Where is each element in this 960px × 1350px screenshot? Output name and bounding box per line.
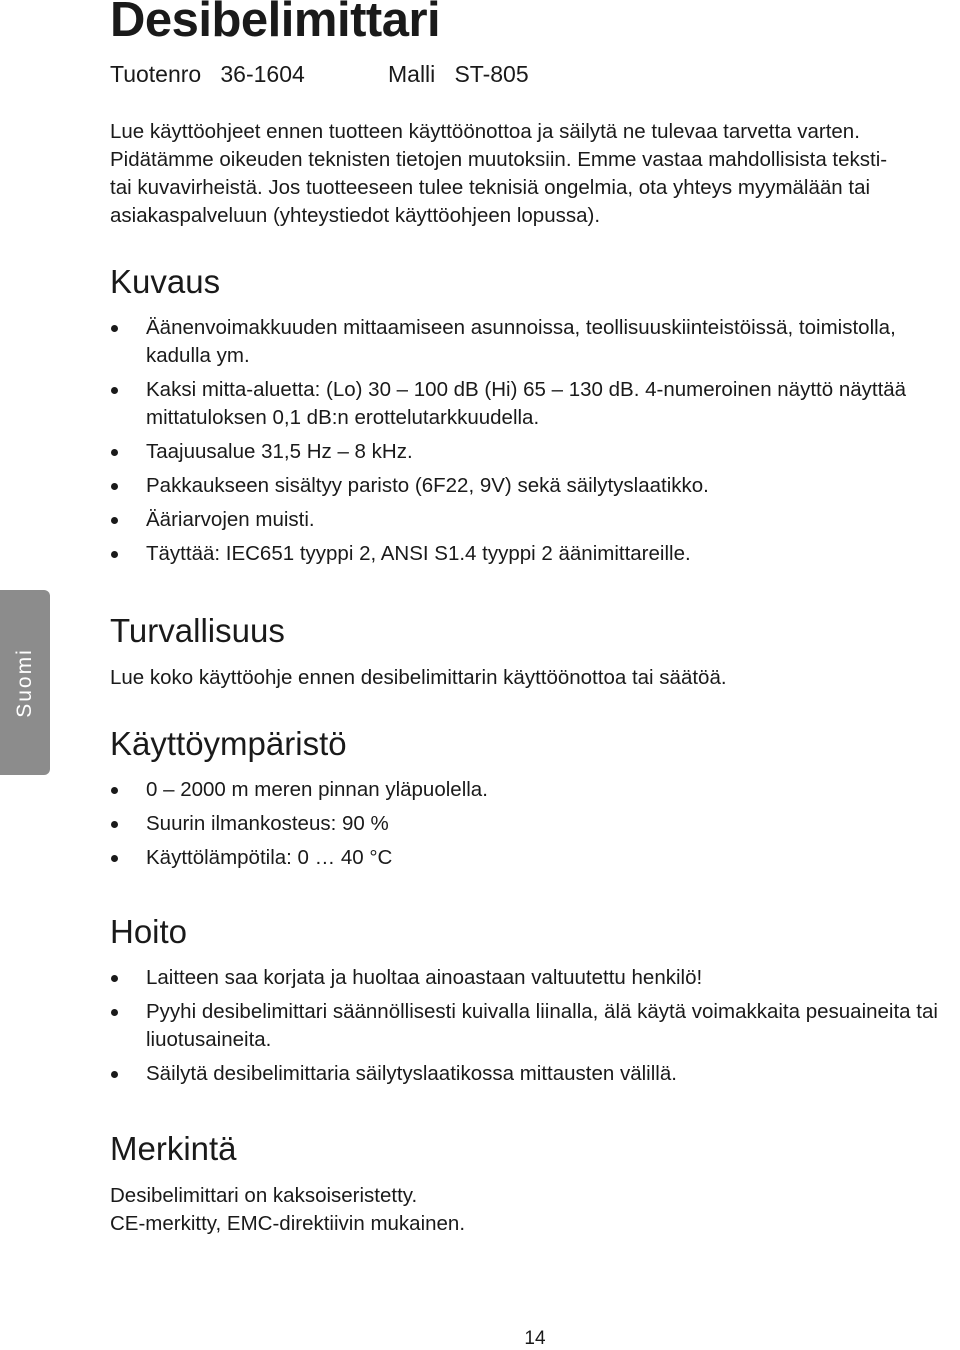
list-item: 0 – 2000 m meren pinnan yläpuolella. [110,776,960,804]
list-item: Äänenvoimakkuuden mittaamiseen asunnoissa, teollisuuskiinteistöissä, toimistolla, kadulla ym. [110,314,960,370]
page-title: Desibelimittari [110,0,441,47]
heading-kuvaus: Kuvaus [110,263,221,300]
heading-hoito: Hoito [110,913,188,950]
list-item: Pyyhi desibelimittari säännöllisesti kuivalla liinalla, älä käytä voimakkaita pesuaineita tai liuotusaineita. [110,998,960,1054]
heading-kayttoymparisto: Käyttöympäristö [110,725,347,762]
language-tab [0,590,50,775]
turvallisuus-text: Lue koko käyttöohje ennen desibelimittarin käyttöönottoa tai säätöä. [110,666,727,689]
merkinta-text [110,1182,955,1238]
list-item: Taajuusalue 31,5 Hz – 8 kHz. [110,438,960,466]
product-number-value: 36-1604 [220,61,305,87]
page-number: 14 [524,1328,546,1349]
kayttoymparisto-list [110,776,960,878]
heading-merkinta: Merkintä [110,1130,237,1167]
heading-turvallisuus: Turvallisuus [110,612,285,649]
bullet-icon [111,821,118,828]
bullet-icon [111,975,118,982]
merkinta-line: Desibelimittari on kaksoiseristetty. [110,1184,418,1207]
bullet-icon [111,1071,118,1078]
bullet-icon [111,483,118,490]
bullet-icon [111,1009,118,1016]
bullet-icon [111,325,118,332]
list-item: Ääriarvojen muisti. [110,506,960,534]
bullet-icon [111,449,118,456]
merkinta-line: CE-merkitty, EMC-direktiivin mukainen. [110,1212,466,1235]
intro-line: Pidätämme oikeuden teknisten tietojen muutoksiin. Emme vastaa mahdollisista teksti- [110,148,888,171]
kuvaus-list [110,314,960,574]
product-model [388,60,529,88]
hoito-list [110,964,960,1094]
list-item: Täyttää: IEC651 tyyppi 2, ANSI S1.4 tyyppi 2 äänimittareille. [110,540,960,568]
list-item: Laitteen saa korjata ja huoltaa ainoastaan valtuutettu henkilö! [110,964,960,992]
bullet-icon [111,387,118,394]
list-item: Pakkaukseen sisältyy paristo (6F22, 9V) sekä säilytyslaatikko. [110,472,960,500]
bullet-icon [111,517,118,524]
list-item: Kaksi mitta-aluetta: (Lo) 30 – 100 dB (Hi) 65 – 130 dB. 4-numeroinen näyttö näyttää mittatuloksen 0,1 dB:n erottelutarkkuudella. [110,376,960,432]
product-info [110,60,529,88]
bullet-icon [111,551,118,558]
intro-line: tai kuvavirheistä. Jos tuotteeseen tulee teknisiä ongelmia, ota yhteys myymälään tai [110,176,871,199]
bullet-icon [111,855,118,862]
intro-paragraph [110,118,955,230]
bullet-icon [111,787,118,794]
model-label: Malli [388,61,436,87]
list-item: Säilytä desibelimittaria säilytyslaatikossa mittausten välillä. [110,1060,960,1088]
language-tab-label: Suomi [13,647,36,718]
list-item: Suurin ilmankosteus: 90 % [110,810,960,838]
product-number-label: Tuotenro [110,61,202,87]
model-value: ST-805 [454,61,529,87]
intro-line: asiakaspalveluun (yhteystiedot käyttöohjeen lopussa). [110,204,601,227]
list-item: Käyttölämpötila: 0 … 40 °C [110,844,960,872]
intro-line: Lue käyttöohjeet ennen tuotteen käyttöönottoa ja säilytä ne tulevaa tarvetta varten. [110,120,860,143]
